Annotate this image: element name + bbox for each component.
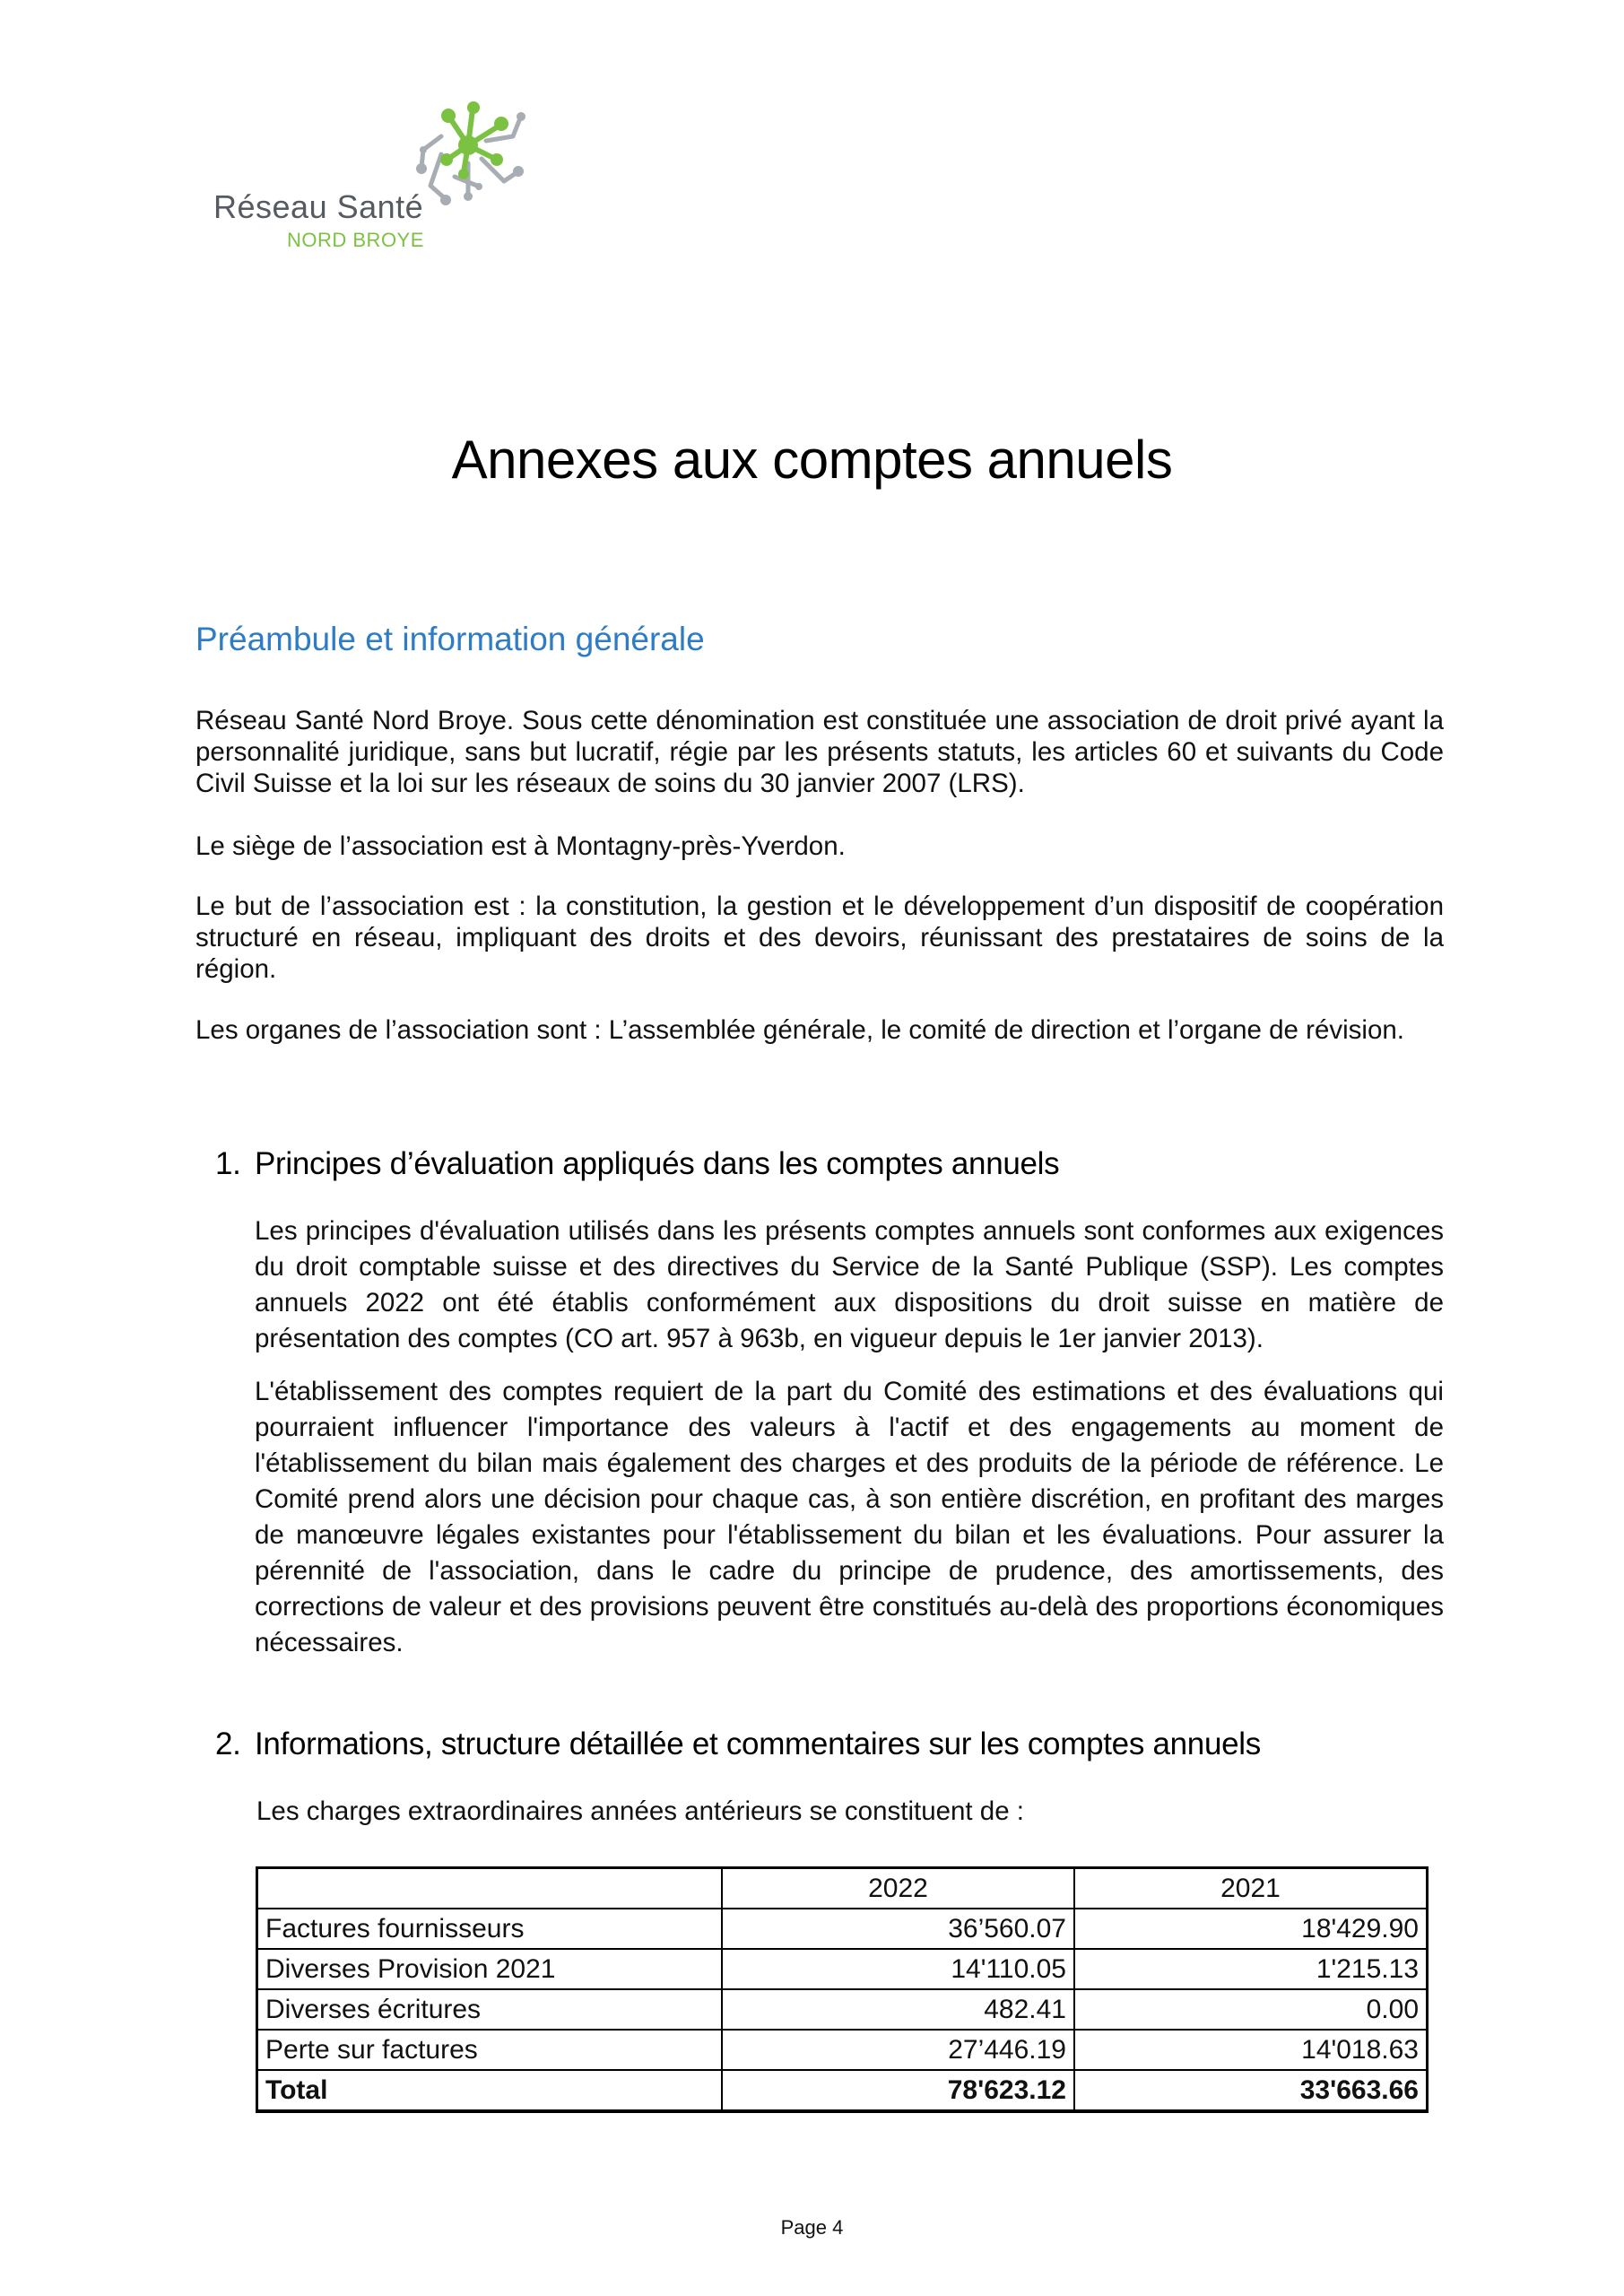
table-total-cell: 33'663.66 — [1074, 2070, 1428, 2111]
preamble-paragraph: Réseau Santé Nord Broye. Sous cette dénomination est constituée une association de droit privé ayant la personnalité juridique, sans but lucratif, régie par les présents statuts, les articles 60 et suivants du Code Civil Suisse et la loi sur les réseaux de soins du 30 janvier 2007 (LRS). — [195, 706, 1444, 798]
section-number: 2. — [215, 1726, 241, 1761]
logo-subname: NORD BROYE — [287, 229, 424, 251]
section-1-paragraph: Les principes d'évaluation utilisés dans les présents comptes annuels sont conformes aux exigences du droit comptable suisse et des directives du Service de la Santé Publique (SSP). Les comptes annuels 2022 ont été établis conformément aux dispositions du droit suisse en matière de présentation des comptes (CO art. 957 à 963b, en vigueur depuis le 1er janvier 2013). — [255, 1216, 1444, 1353]
page-title: Annexes aux comptes annuels — [451, 430, 1173, 490]
table-header-row — [257, 1868, 1428, 1909]
table-cell: 27’446.19 — [722, 2030, 1074, 2070]
section-1-paragraph: L'établissement des comptes requiert de la part du Comité des estimations et des évaluations qui pourraient influencer l'importance des valeurs à l'actif et des engagements au moment de l'établissement du bilan mais également des charges et des produits de la période de référence. Le Comité prend alors une décision pour chaque cas, à son entière discrétion, en profitant des marges de manœuvre légales existantes pour l'établissement du bilan et les évaluations. Pour assurer la pérennité de l'association, dans le cadre du principe de prudence, des amortissements, des corrections de valeur et des provisions peuvent être constitués au-delà des proportions économiques nécessaires. — [255, 1377, 1444, 1657]
table-row — [257, 2030, 1428, 2070]
table-total-row — [257, 2070, 1428, 2111]
preamble-paragraph: Le but de l’association est : la constitution, la gestion et le développement d’un dispositif de coopération structuré en réseau, impliquant des droits et des devoirs, réunissant des prestataires de soins de la région. — [195, 891, 1444, 984]
section-2-heading — [215, 1726, 1261, 1762]
table-row — [257, 1989, 1428, 2030]
table-cell: 14'110.05 — [722, 1949, 1074, 1989]
section-title: Informations, structure détaillée et commentaires sur les comptes annuels — [255, 1726, 1261, 1761]
table-cell: 482.41 — [722, 1989, 1074, 2030]
table-header-cell: 2022 — [722, 1868, 1074, 1909]
table-cell: 1'215.13 — [1074, 1949, 1428, 1989]
table-row — [257, 1949, 1428, 1989]
preamble-paragraph: Le siège de l’association est à Montagny-près-Yverdon. — [195, 831, 846, 861]
logo-molecule-icon — [414, 100, 531, 208]
table-cell: 14'018.63 — [1074, 2030, 1428, 2070]
table-cell: 18'429.90 — [1074, 1909, 1428, 1949]
page-number: Page 4 — [780, 2216, 844, 2239]
table-cell: Diverses Provision 2021 — [257, 1949, 723, 1989]
preamble-paragraph: Les organes de l’association sont : L’assemblée générale, le comité de direction et l’organe de révision. — [195, 1015, 1404, 1045]
table-cell: 0.00 — [1074, 1989, 1428, 2030]
preamble-heading: Préambule et information générale — [195, 621, 705, 657]
table-header-cell — [257, 1868, 723, 1909]
table-total-label: Total — [257, 2070, 723, 2111]
section-title: Principes d’évaluation appliqués dans les comptes annuels — [255, 1146, 1060, 1181]
table-cell: 36’560.07 — [722, 1909, 1074, 1949]
charges-table — [256, 1866, 1429, 2113]
logo-name: Réseau Santé — [213, 188, 424, 225]
table-cell: Diverses écritures — [257, 1989, 723, 2030]
section-number: 1. — [215, 1146, 241, 1181]
table-row — [257, 1909, 1428, 1949]
section-1-heading — [215, 1146, 1059, 1182]
table-header-cell: 2021 — [1074, 1868, 1428, 1909]
table-cell: Perte sur factures — [257, 2030, 723, 2070]
table-total-cell: 78'623.12 — [722, 2070, 1074, 2111]
logo — [213, 100, 536, 262]
section-2-intro: Les charges extraordinaires années antérieurs se constituent de : — [256, 1796, 1025, 1826]
table-cell: Factures fournisseurs — [257, 1909, 723, 1949]
